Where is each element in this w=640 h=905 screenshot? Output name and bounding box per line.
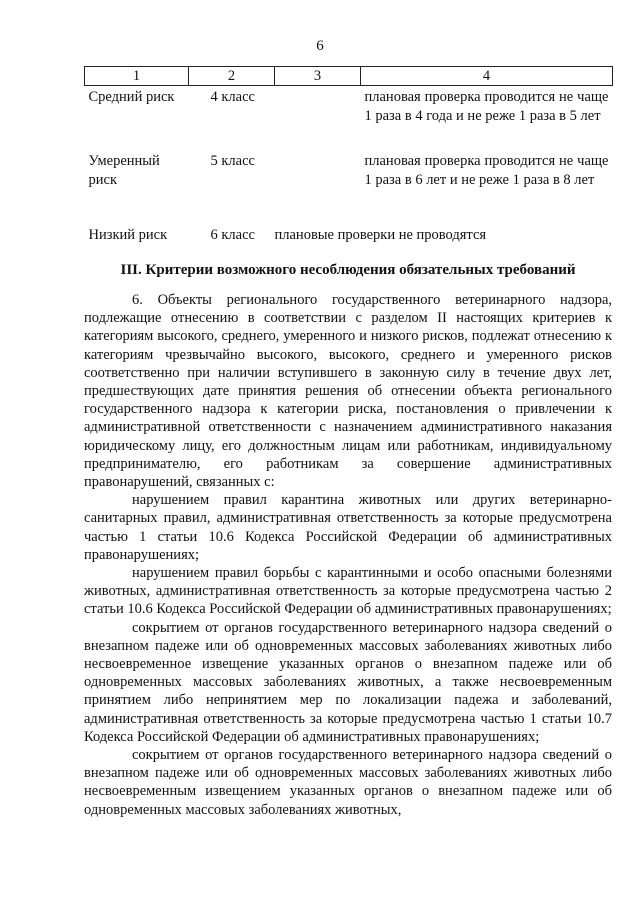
hazard-class-cell: 4 класс	[210, 89, 255, 105]
risk-level-cell: Умеренный риск	[88, 153, 160, 188]
column-header-2: 2	[189, 67, 275, 86]
column-header-3: 3	[275, 67, 361, 86]
hazard-class-cell: 5 класс	[210, 153, 255, 169]
table-header-row	[85, 67, 613, 86]
paragraph-item: сокрытием от органов государственного ветеринарного надзора сведений о внезапном падеже или об одновременных массовых заболеваниях животных либо несвоевременное извещение указанных органов о внезапном падеже или об одновременных массовых заболеваниях животных, а также несвоевременным принятием либо непринятием мер по локализации падежа и заболеваний, административная ответственность за которые предусмотрена частью 1 статьи 10.7 Кодекса Российской Федерации об административных правонарушениях;	[84, 619, 612, 745]
table-row	[85, 146, 613, 220]
paragraph-item: нарушением правил борьбы с карантинными и особо опасными болезнями животных, административная ответственность за которые предусмотрена частью 2 статьи 10.6 Кодекса Российской Федерации об административных правонарушениях;	[84, 565, 612, 618]
table-row	[85, 220, 613, 245]
hazard-class-cell: 6 класс	[210, 227, 255, 243]
paragraph-main: 6. Объекты регионального государственного ветеринарного надзора, подлежащие отнесению в соответствии с разделом II настоящих критериев к категориям высокого, среднего, умеренного и низкого рисков, подлежат отнесению к категориям чрезвычайно высокого, высокого, среднего и умеренного рисков соответственно при наличии вступившего в законную силу в течение двух лет, предшествующих дате принятия решения об отнесении объекта регионального государственного надзора к категории риска, постановления о привлечении к административной ответственности с назначением административного наказания юридическому лицу, его должностным лицам или работникам, индивидуальному предпринимателю, его работникам за совершение административных правонарушений, связанных с:	[84, 292, 612, 491]
risk-level-cell: Средний риск	[88, 89, 175, 105]
page-number: 6	[316, 38, 324, 54]
risk-level-cell: Низкий риск	[88, 227, 168, 243]
paragraph-item: нарушением правил карантина животных или других ветеринарно-санитарных правил, административная ответственность за которые предусмотрена частью 1 статьи 10.6 Кодекса Российской Федерации об административных правонарушениях;	[84, 492, 612, 563]
column-header-1: 1	[85, 67, 189, 86]
risk-category-table	[84, 66, 613, 245]
inspection-frequency-cell: плановая проверка проводится не чаще 1 раза в 4 года и не реже 1 раза в 5 лет	[364, 89, 609, 124]
table-row	[85, 86, 613, 147]
body-text	[84, 291, 612, 819]
empty-cell	[275, 86, 361, 147]
inspection-frequency-cell: плановые проверки не проводятся	[274, 227, 487, 243]
empty-cell	[275, 146, 361, 220]
section-heading: III. Критерии возможного несоблюдения обязательных требований	[120, 262, 576, 278]
inspection-frequency-cell: плановая проверка проводится не чаще 1 раза в 6 лет и не реже 1 раза в 8 лет	[364, 153, 609, 188]
paragraph-item: сокрытием от органов государственного ветеринарного надзора сведений о внезапном падеже или об одновременных массовых заболеваниях животных либо несвоевременным извещением указанных органов о внезапном падеже или об одновременных массовых заболеваниях животных,	[84, 747, 612, 818]
column-header-4: 4	[361, 67, 613, 86]
